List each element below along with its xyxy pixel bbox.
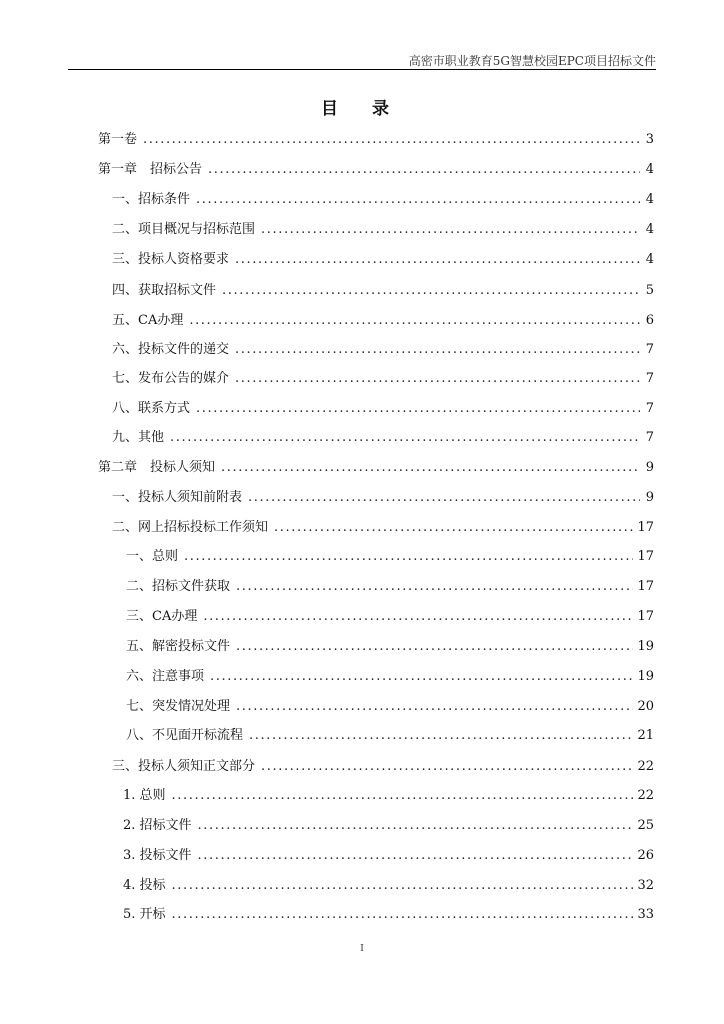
toc-entry[interactable] xyxy=(126,726,654,746)
toc-leader-dots xyxy=(274,518,633,538)
toc-leader-dots xyxy=(210,667,633,687)
toc-entry-label: 七、发布公告的媒介 xyxy=(112,371,230,386)
toc-entry-label: 4. 投标 xyxy=(123,878,166,893)
toc-entry-label: 五、解密投标文件 xyxy=(126,639,231,654)
toc-entry[interactable] xyxy=(112,757,654,777)
toc-leader-dots xyxy=(236,577,633,597)
toc-entry-page: 4 xyxy=(645,162,654,177)
toc-entry-label: 一、投标人须知前附表 xyxy=(112,490,243,505)
toc-leader-dots xyxy=(170,428,640,448)
toc-entry-label: 九、其他 xyxy=(112,430,165,445)
toc-entry[interactable] xyxy=(112,428,654,448)
toc-entry-page: 7 xyxy=(645,401,654,416)
toc-entry-page: 9 xyxy=(645,490,654,505)
toc-entry-label: 三、CA办理 xyxy=(126,609,198,624)
toc-entry[interactable] xyxy=(98,130,654,150)
toc-entry[interactable] xyxy=(112,250,654,270)
toc-entry[interactable] xyxy=(126,607,654,627)
toc-entry-label: 六、投标文件的递交 xyxy=(112,342,230,357)
toc-entry[interactable] xyxy=(123,876,654,896)
toc-entry[interactable] xyxy=(112,311,654,331)
toc-entry-label: 一、招标条件 xyxy=(112,192,191,207)
toc-leader-dots xyxy=(261,757,633,777)
toc-leader-dots xyxy=(221,458,640,478)
toc-entry-page: 26 xyxy=(637,848,654,863)
toc-entry-page: 17 xyxy=(637,549,654,564)
toc-entry-page: 19 xyxy=(637,639,654,654)
toc-leader-dots xyxy=(261,220,640,240)
toc-entry-label: 第二章 投标人须知 xyxy=(98,460,216,475)
toc-leader-dots xyxy=(198,816,634,836)
toc-leader-dots xyxy=(184,547,633,567)
toc-entry[interactable] xyxy=(123,816,654,836)
toc-entry-page: 7 xyxy=(645,371,654,386)
toc-entry-page: 7 xyxy=(645,430,654,445)
toc-leader-dots xyxy=(143,130,640,150)
toc-entry[interactable] xyxy=(112,220,654,240)
toc-entry-label: 5. 开标 xyxy=(123,907,166,922)
toc-leader-dots xyxy=(172,786,634,806)
toc-leader-dots xyxy=(172,905,634,925)
toc-leader-dots xyxy=(196,399,640,419)
toc-entry-page: 17 xyxy=(637,609,654,624)
toc-leader-dots xyxy=(249,726,633,746)
toc-entry-label: 八、不见面开标流程 xyxy=(126,728,244,743)
toc-entry-page: 17 xyxy=(637,579,654,594)
toc-leader-dots xyxy=(236,697,633,717)
toc-entry-label: 第一卷 xyxy=(98,132,138,147)
toc-leader-dots xyxy=(248,488,640,508)
toc-leader-dots xyxy=(203,607,633,627)
toc-entry[interactable] xyxy=(112,488,654,508)
page-number: I xyxy=(360,944,364,954)
toc-entry[interactable] xyxy=(112,369,654,389)
toc-entry-label: 1. 总则 xyxy=(123,788,166,803)
toc-entry-label: 四、获取招标文件 xyxy=(112,283,217,298)
toc-entry[interactable] xyxy=(112,190,654,210)
toc-entry-page: 19 xyxy=(637,669,654,684)
toc-entry[interactable] xyxy=(112,399,654,419)
toc-entry-label: 八、联系方式 xyxy=(112,401,191,416)
toc-leader-dots xyxy=(235,340,640,360)
toc-leader-dots xyxy=(196,190,640,210)
toc-title: 目 录 xyxy=(321,99,403,119)
toc-entry[interactable] xyxy=(98,458,654,478)
toc-leader-dots xyxy=(208,160,640,180)
toc-entry-page: 5 xyxy=(645,283,654,298)
toc-leader-dots xyxy=(172,876,634,896)
toc-entry-label: 三、投标人须知正文部分 xyxy=(112,759,256,774)
toc-entry[interactable] xyxy=(126,637,654,657)
toc-entry[interactable] xyxy=(126,697,654,717)
toc-entry-label: 3. 投标文件 xyxy=(123,848,192,863)
toc-entry-label: 二、招标文件获取 xyxy=(126,579,231,594)
toc-entry-label: 二、网上招标投标工作须知 xyxy=(112,520,269,535)
toc-entry-page: 22 xyxy=(637,759,654,774)
toc-leader-dots xyxy=(198,846,634,866)
toc-entry-page: 4 xyxy=(645,192,654,207)
toc-leader-dots xyxy=(235,250,640,270)
toc-leader-dots xyxy=(222,281,640,301)
toc-entry-page: 7 xyxy=(645,342,654,357)
toc-entry-label: 七、突发情况处理 xyxy=(126,699,231,714)
toc-entry-page: 3 xyxy=(645,132,654,147)
toc-entry-page: 17 xyxy=(637,520,654,535)
toc-entry[interactable] xyxy=(98,160,654,180)
toc-entry-page: 32 xyxy=(637,878,654,893)
toc-entry[interactable] xyxy=(126,577,654,597)
toc-leader-dots xyxy=(189,311,640,331)
toc-entry[interactable] xyxy=(126,547,654,567)
toc-entry-label: 五、CA办理 xyxy=(112,313,184,328)
toc-entry[interactable] xyxy=(112,518,654,538)
toc-entry-label: 2. 招标文件 xyxy=(123,818,192,833)
running-header: 高密市职业教育5G智慧校园EPC项目招标文件 xyxy=(408,54,656,68)
toc-entry-page: 4 xyxy=(645,222,654,237)
toc-entry-page: 4 xyxy=(645,252,654,267)
toc-entry-label: 二、项目概况与招标范围 xyxy=(112,222,256,237)
toc-entry-page: 25 xyxy=(637,818,654,833)
toc-entry-page: 9 xyxy=(645,460,654,475)
toc-leader-dots xyxy=(235,369,640,389)
toc-entry-page: 22 xyxy=(637,788,654,803)
toc-entry-page: 21 xyxy=(637,728,654,743)
toc-entry[interactable] xyxy=(112,340,654,360)
toc-entry[interactable] xyxy=(126,667,654,687)
toc-entry-label: 六、注意事项 xyxy=(126,669,205,684)
toc-entry[interactable] xyxy=(123,786,654,806)
toc-entry-label: 三、投标人资格要求 xyxy=(112,252,230,267)
toc-entry-label: 第一章 招标公告 xyxy=(98,162,203,177)
toc-entry-page: 33 xyxy=(637,907,654,922)
toc-entry[interactable] xyxy=(123,846,654,866)
toc-entry-label: 一、总则 xyxy=(126,549,179,564)
header-rule xyxy=(68,69,656,70)
toc-leader-dots xyxy=(236,637,633,657)
toc-entry-page: 6 xyxy=(645,313,654,328)
toc-entry[interactable] xyxy=(123,905,654,925)
toc-entry-page: 20 xyxy=(637,699,654,714)
toc-entry[interactable] xyxy=(112,281,654,301)
